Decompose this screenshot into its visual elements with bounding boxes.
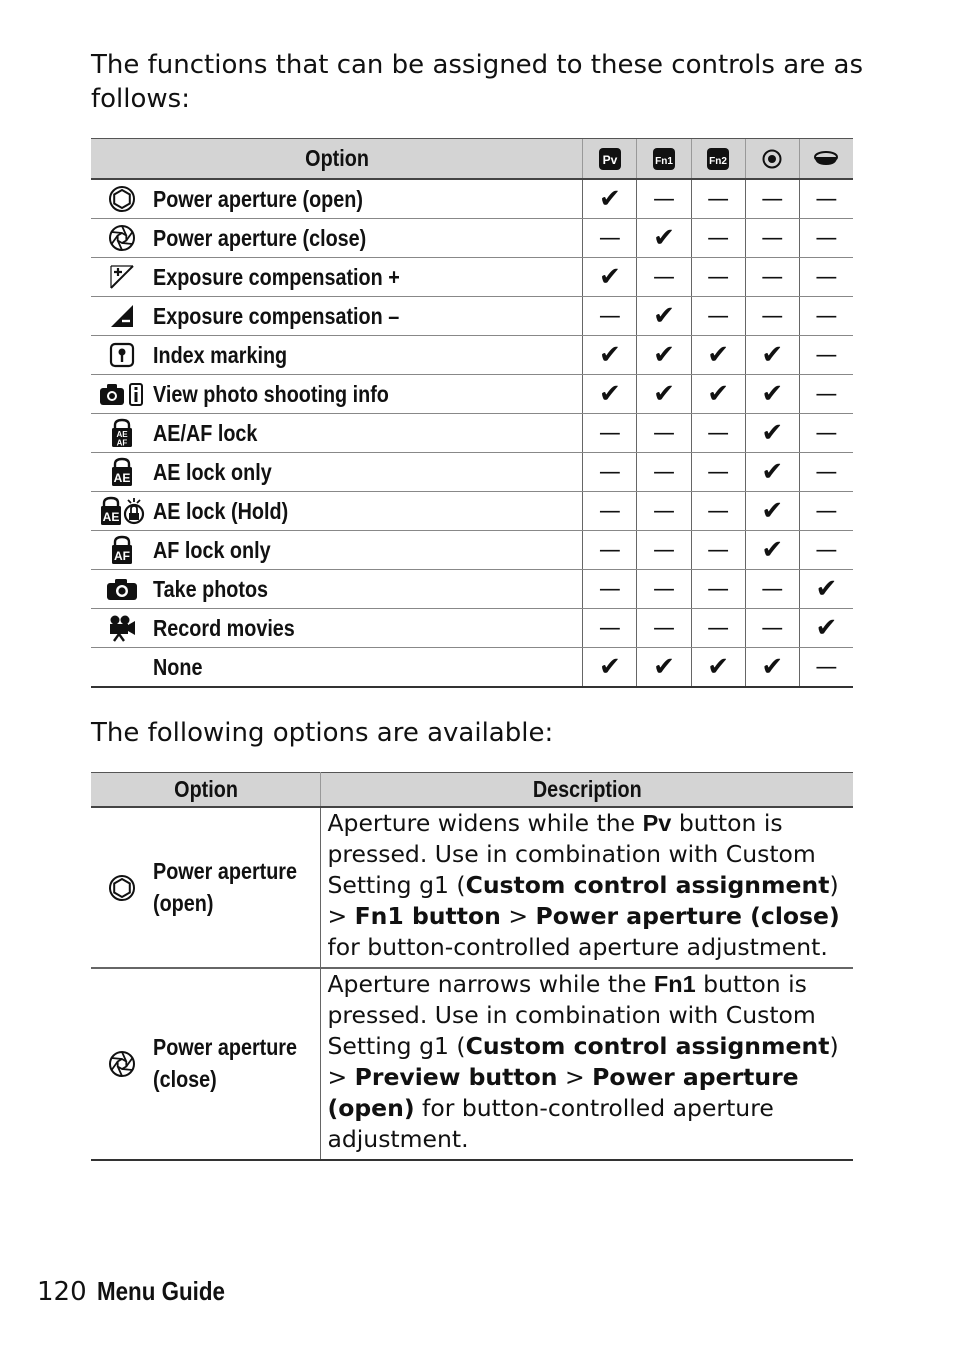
option-label: Power aperture (close) bbox=[153, 968, 321, 1160]
availability-cell: — bbox=[637, 414, 691, 453]
availability-cell: — bbox=[745, 258, 799, 297]
availability-cell: — bbox=[799, 336, 853, 375]
availability-cell: — bbox=[583, 453, 637, 492]
ae-lock-hold-icon bbox=[97, 498, 147, 524]
option-label: Exposure compensation + bbox=[153, 258, 583, 297]
option-label: Exposure compensation – bbox=[153, 297, 583, 336]
camera-icon bbox=[105, 576, 139, 602]
svg-text:Fn1: Fn1 bbox=[655, 156, 673, 167]
aperture-close-icon bbox=[107, 1051, 137, 1077]
ae-lock-icon bbox=[108, 459, 136, 485]
table-header-row bbox=[91, 139, 853, 180]
availability-cell: — bbox=[745, 219, 799, 258]
fn1-button-icon bbox=[637, 139, 691, 180]
availability-cell: ✔ bbox=[583, 648, 637, 688]
availability-cell: ✔ bbox=[583, 258, 637, 297]
option-label: Power aperture (open) bbox=[153, 179, 583, 219]
table-row bbox=[91, 258, 853, 297]
availability-cell: ✔ bbox=[745, 492, 799, 531]
availability-cell: — bbox=[799, 531, 853, 570]
table-row bbox=[91, 414, 853, 453]
availability-cell: — bbox=[637, 453, 691, 492]
availability-cell: — bbox=[637, 570, 691, 609]
af-lock-icon bbox=[108, 537, 136, 563]
exposure-minus-icon bbox=[108, 303, 136, 329]
availability-cell: — bbox=[691, 609, 745, 648]
option-label: Power aperture (close) bbox=[153, 219, 583, 258]
availability-cell: ✔ bbox=[691, 336, 745, 375]
availability-cell: — bbox=[637, 179, 691, 219]
availability-cell: — bbox=[799, 179, 853, 219]
availability-cell: — bbox=[691, 531, 745, 570]
availability-cell: — bbox=[799, 375, 853, 414]
availability-cell: — bbox=[583, 609, 637, 648]
svg-text:AE: AE bbox=[113, 471, 131, 485]
availability-cell: ✔ bbox=[691, 648, 745, 688]
options-description-table bbox=[91, 772, 853, 1161]
table-row bbox=[91, 609, 853, 648]
availability-cell: — bbox=[745, 297, 799, 336]
index-marking-icon bbox=[108, 342, 136, 368]
table-row bbox=[91, 968, 853, 1160]
page-number: 120 bbox=[37, 1277, 87, 1307]
availability-cell: — bbox=[691, 179, 745, 219]
availability-cell: ✔ bbox=[583, 179, 637, 219]
availability-cell: ✔ bbox=[583, 375, 637, 414]
option-label: Take photos bbox=[153, 570, 583, 609]
availability-cell: — bbox=[691, 414, 745, 453]
availability-cell: — bbox=[745, 570, 799, 609]
table-row bbox=[91, 648, 853, 688]
table-row bbox=[91, 531, 853, 570]
option-label: Record movies bbox=[153, 609, 583, 648]
availability-cell: ✔ bbox=[637, 336, 691, 375]
availability-cell: ✔ bbox=[637, 375, 691, 414]
availability-cell: — bbox=[583, 531, 637, 570]
option-description: Aperture narrows while the Fn1 button is pressed. Use in combination with Custom Setting g1 (Custom control assignment) > Preview button > Power aperture (open) for button-controlled aperture adjustment. bbox=[321, 968, 853, 1160]
option-label: AE/AF lock bbox=[153, 414, 583, 453]
availability-cell: — bbox=[583, 492, 637, 531]
availability-cell: — bbox=[691, 453, 745, 492]
option-label: AE lock (Hold) bbox=[153, 492, 583, 531]
options-intro-paragraph: The following options are available: bbox=[91, 718, 554, 748]
pv-button-icon bbox=[583, 139, 637, 180]
availability-cell: — bbox=[691, 297, 745, 336]
option-label: None bbox=[153, 648, 583, 688]
availability-cell: — bbox=[799, 297, 853, 336]
svg-text:AF: AF bbox=[114, 549, 131, 563]
availability-cell: ✔ bbox=[745, 453, 799, 492]
sub-selector-center-icon bbox=[745, 139, 799, 180]
table-header-row bbox=[91, 773, 853, 808]
option-label: AF lock only bbox=[153, 531, 583, 570]
svg-text:AF: AF bbox=[116, 438, 128, 448]
page-footer bbox=[37, 1276, 245, 1307]
table-row bbox=[91, 492, 853, 531]
availability-cell: — bbox=[691, 570, 745, 609]
aperture-open-icon bbox=[107, 874, 137, 900]
shutter-release-icon bbox=[799, 139, 853, 180]
availability-cell: — bbox=[637, 492, 691, 531]
availability-cell: ✔ bbox=[799, 609, 853, 648]
table-row bbox=[91, 453, 853, 492]
table-row bbox=[91, 179, 853, 219]
availability-cell: ✔ bbox=[637, 297, 691, 336]
availability-cell: — bbox=[691, 258, 745, 297]
availability-cell: — bbox=[583, 219, 637, 258]
option-description: Aperture widens while the Pv button is pressed. Use in combination with Custom Setting g1 (Custom control assignment) > Fn1 button > Power aperture (close) for button-controlled aperture adjustment. bbox=[321, 807, 853, 968]
aperture-open-icon bbox=[107, 186, 137, 212]
fn2-button-icon bbox=[691, 139, 745, 180]
aperture-close-icon bbox=[107, 225, 137, 251]
availability-cell: ✔ bbox=[583, 336, 637, 375]
intro-paragraph: The functions that can be assigned to these controls are as follows: bbox=[91, 50, 864, 114]
option-label: View photo shooting info bbox=[153, 375, 583, 414]
table-row bbox=[91, 297, 853, 336]
table-row bbox=[91, 219, 853, 258]
availability-cell: — bbox=[691, 492, 745, 531]
availability-cell: — bbox=[691, 219, 745, 258]
svg-text:AE: AE bbox=[116, 430, 128, 439]
photo-info-icon bbox=[98, 381, 146, 407]
availability-cell: ✔ bbox=[745, 531, 799, 570]
availability-cell: — bbox=[745, 609, 799, 648]
availability-cell: — bbox=[799, 492, 853, 531]
control-assignment-table bbox=[91, 138, 853, 688]
availability-cell: — bbox=[799, 258, 853, 297]
description-column-header: Description bbox=[321, 773, 853, 808]
availability-cell: — bbox=[799, 648, 853, 688]
availability-cell: — bbox=[583, 414, 637, 453]
availability-cell: — bbox=[583, 297, 637, 336]
table-row bbox=[91, 807, 853, 968]
ae-af-lock-icon bbox=[108, 420, 136, 446]
section-title: Menu Guide bbox=[96, 1276, 225, 1306]
svg-text:Fn2: Fn2 bbox=[709, 156, 728, 167]
movie-camera-icon bbox=[107, 615, 137, 641]
availability-cell: ✔ bbox=[637, 648, 691, 688]
availability-cell: ✔ bbox=[637, 219, 691, 258]
svg-text:AE: AE bbox=[102, 510, 120, 524]
availability-cell: — bbox=[583, 570, 637, 609]
option-column-header: Option bbox=[91, 139, 583, 180]
table-row bbox=[91, 336, 853, 375]
availability-cell: — bbox=[799, 453, 853, 492]
availability-cell: ✔ bbox=[745, 414, 799, 453]
availability-cell: — bbox=[637, 609, 691, 648]
option-label: Index marking bbox=[153, 336, 583, 375]
availability-cell: — bbox=[637, 258, 691, 297]
option-label: AE lock only bbox=[153, 453, 583, 492]
option-label: Power aperture (open) bbox=[153, 807, 321, 968]
availability-cell: ✔ bbox=[745, 648, 799, 688]
option-column-header: Option bbox=[91, 773, 321, 808]
table-row bbox=[91, 570, 853, 609]
availability-cell: — bbox=[745, 179, 799, 219]
availability-cell: ✔ bbox=[691, 375, 745, 414]
table-row bbox=[91, 375, 853, 414]
availability-cell: — bbox=[637, 531, 691, 570]
availability-cell: — bbox=[799, 219, 853, 258]
exposure-plus-icon bbox=[108, 264, 136, 290]
availability-cell: ✔ bbox=[745, 336, 799, 375]
svg-text:Pv: Pv bbox=[602, 153, 618, 167]
availability-cell: ✔ bbox=[799, 570, 853, 609]
availability-cell: — bbox=[799, 414, 853, 453]
availability-cell: ✔ bbox=[745, 375, 799, 414]
